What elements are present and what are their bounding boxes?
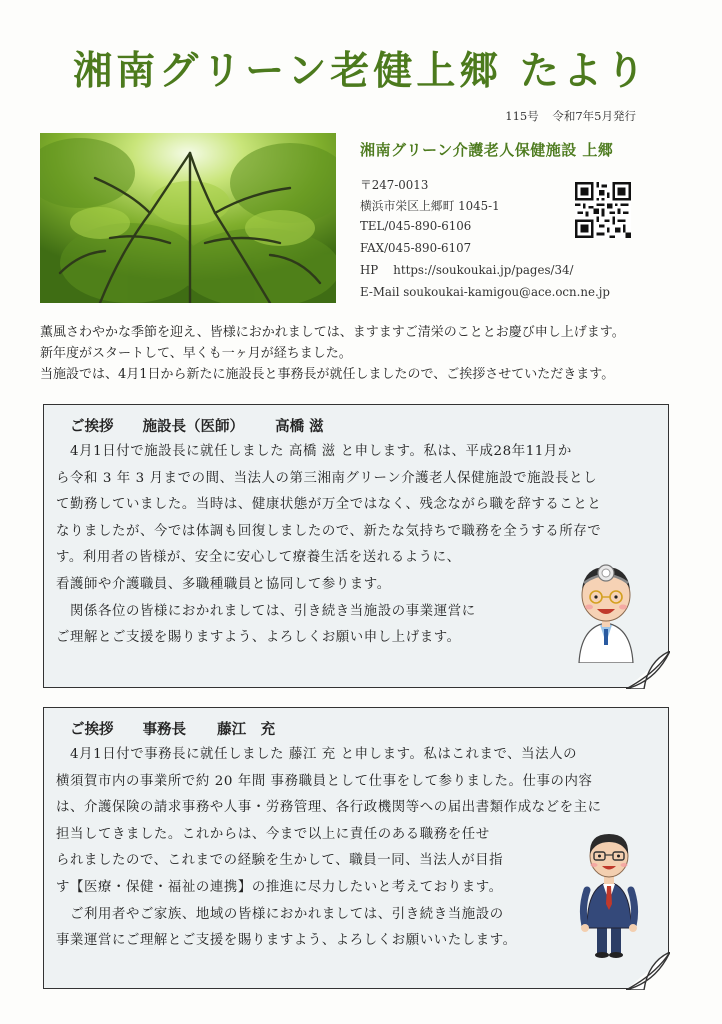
facility-name: 湘南グリーン介護老人保健施設 上郷 xyxy=(360,141,614,159)
greeting-line: て勤務していました。当時は、健康状態が万全ではなく、残念ながら職を辞することと xyxy=(56,497,602,513)
greeting-box-director xyxy=(43,404,669,688)
homepage xyxy=(360,263,573,277)
greeting-line: ご利用者やご家族、地域の皆様におかれましては、引き続き当施設の xyxy=(56,906,504,922)
greeting-line: なりましたが、今では体調も回復しましたので、新たな気持ちで職務を全うする所存で xyxy=(56,523,602,539)
greeting-person: 藤江 充 xyxy=(217,721,276,738)
greeting-body xyxy=(56,439,656,652)
tree-photo xyxy=(40,133,336,303)
greeting-body xyxy=(56,742,656,955)
greeting-line: す【医療・保健・福祉の連携】の推進に尽力したいと考えております。 xyxy=(56,879,503,895)
greeting-label: ご挨拶 xyxy=(70,418,114,435)
greeting-line: 担当してきました。これからは、今まで以上に責任のある職務を任せ xyxy=(56,826,490,842)
address: 横浜市栄区上郷町 1045-1 xyxy=(360,199,500,213)
fax-number: FAX/045-890-6107 xyxy=(360,241,472,255)
issue-info xyxy=(495,108,636,124)
page-curl-icon xyxy=(626,952,670,990)
newsletter-title: 湘南グリーン老健上郷 たより xyxy=(73,49,649,94)
issue-date: 令和7年5月発行 xyxy=(552,109,636,123)
greeting-line: は、介護保険の請求事務や人事・労務管理、各行政機関等への届出書類作成などを主に xyxy=(56,800,602,816)
phone-number: TEL/045-890-6106 xyxy=(360,219,472,233)
greeting-role: 事務長 xyxy=(142,721,187,738)
greeting-line: 看護師や介護職員、多職種職員と協同して参ります。 xyxy=(56,576,391,592)
page-curl-icon xyxy=(626,651,670,689)
greeting-role: 施設長（医師） xyxy=(142,418,245,435)
greeting-line: す。利用者の皆様が、安全に安心して療養生活を送れるように、 xyxy=(56,550,461,566)
greeting-line: 関係各位の皆様におかれましては、引き続き当施設の事業運営に xyxy=(56,603,476,619)
email[interactable]: E-Mail soukoukai-kamigou@ace.ocn.ne.jp xyxy=(360,285,610,299)
greeting-box-manager xyxy=(43,707,669,989)
doctor-illustration xyxy=(571,553,641,663)
intro-line: 薫風さわやかな季節を迎え、皆様におかれましては、ますますご清栄のこととお慶び申し上げます。 xyxy=(40,325,625,340)
greeting-line: 横須賀市内の事業所で約 20 年間 事務職員として仕事をして参りました。仕事の内容 xyxy=(56,773,593,789)
intro-line: 当施設では、4月1日から新たに施設長と事務長が就任しましたので、ご挨拶させていただきます。 xyxy=(40,367,615,382)
greeting-line: 4月1日付で事務長に就任しました 藤江 充 と申します。私はこれまで、当法人の xyxy=(56,747,578,762)
qr-code-icon xyxy=(575,182,631,238)
greeting-line: られましたので、これまでの経験を生かして、職員一同、当法人が目指 xyxy=(56,853,504,869)
homepage-label: HP xyxy=(360,263,379,277)
greeting-line: 事業運営にご理解とご支援を賜りますよう、よろしくお願いいたします。 xyxy=(56,933,517,949)
greeting-person: 高橋 滋 xyxy=(275,418,324,435)
greeting-line: ご理解とご支援を賜りますよう、よろしくお願い申し上げます。 xyxy=(56,630,461,646)
homepage-url[interactable]: https://soukoukai.jp/pages/34/ xyxy=(393,263,574,277)
greeting-line: ら令和 3 年 3 月までの間、当法人の第三湘南グリーン介護老人保健施設で施設長とし xyxy=(56,470,598,486)
greeting-heading xyxy=(70,415,324,436)
postal-code: 〒247-0013 xyxy=(360,178,429,192)
intro-line: 新年度がスタートして、早くも一ヶ月が経ちました。 xyxy=(40,346,352,361)
greeting-heading xyxy=(70,718,275,739)
greeting-line: 4月1日付で施設長に就任しました 高橋 滋 と申します。私は、平成28年11月か xyxy=(56,444,572,459)
issue-number: 115号 xyxy=(505,109,539,123)
greeting-label: ご挨拶 xyxy=(70,721,114,738)
businessman-illustration xyxy=(577,828,641,958)
intro-text xyxy=(40,322,690,385)
